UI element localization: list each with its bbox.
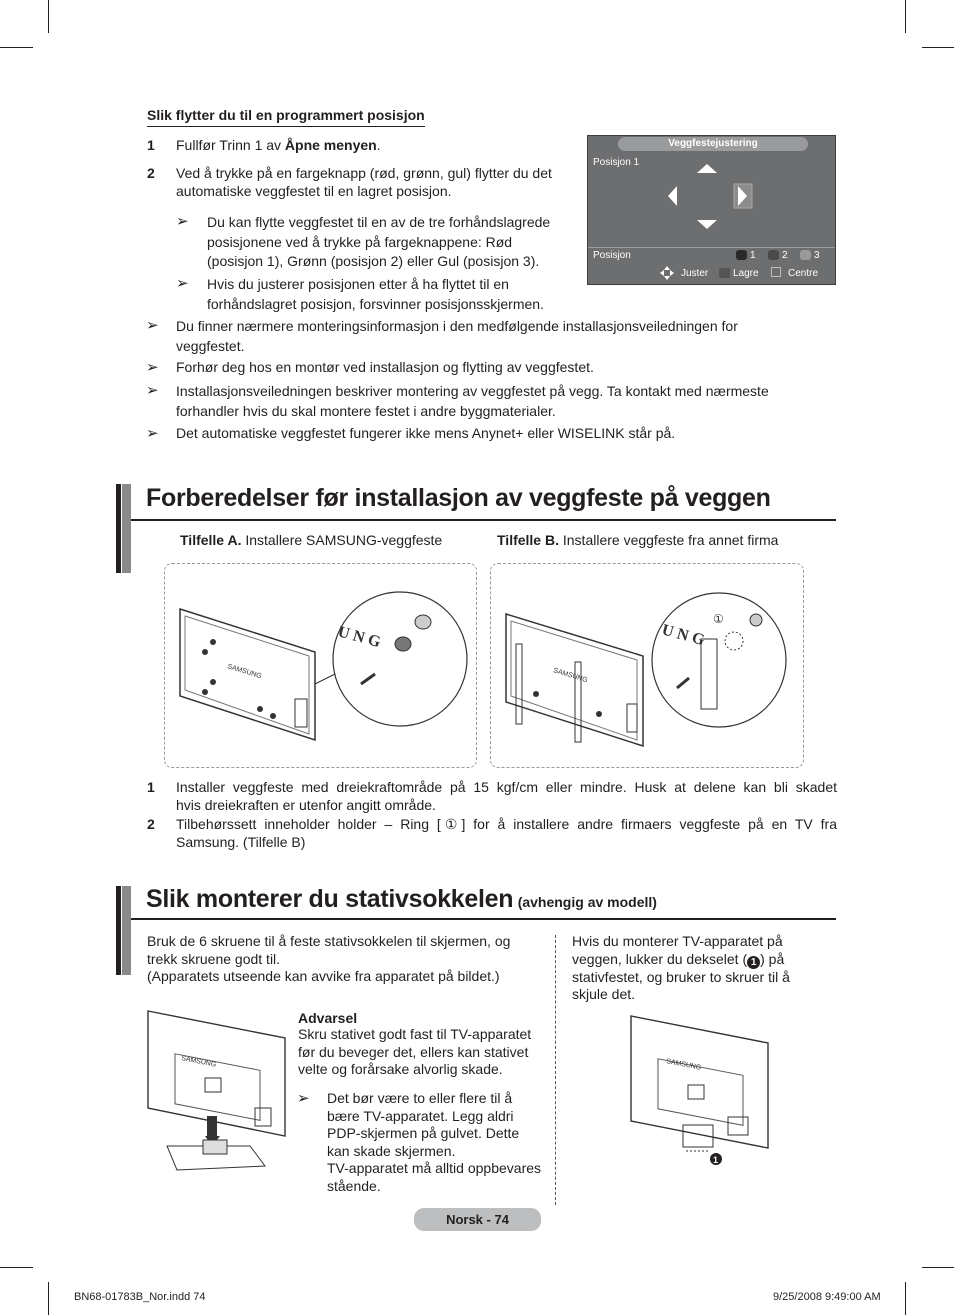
case-b-label: Tilfelle B. Installere veggfeste fra annet firma — [497, 532, 779, 548]
osd-position-label: Posisjon 1 — [593, 157, 640, 168]
cover-marker-icon: 1 — [747, 956, 760, 969]
return-icon — [771, 267, 781, 277]
item-number: 1 — [147, 779, 155, 795]
crop-mark — [0, 47, 33, 48]
section-bar — [122, 886, 131, 975]
crop-mark — [905, 0, 906, 33]
item-text: Tilbehørssett inneholder holder – Ring [①] for å installere andre firmaers veggfeste på en TV fra Samsung. (Tilfelle B) — [176, 816, 837, 850]
stand-illustration — [145, 1008, 295, 1173]
brand-label: SAMSUNG — [665, 1058, 702, 1072]
cover-marker: 1 — [713, 1155, 719, 1165]
osd-btn-1: 1 — [750, 250, 756, 261]
logo-text: U N G — [659, 621, 707, 650]
step-number: 1 — [147, 137, 155, 153]
note-text: Forhør deg hos en montør ved installasjon og flytting av veggfestet. — [176, 359, 594, 375]
item-text: Installer veggfeste med dreiekraftområde på 15 kgf/cm eller mindre. Husk at delene kan bli skadet hvis dreiekraften er utenfor angitt område. — [176, 779, 837, 813]
enter-icon — [719, 268, 730, 278]
green-button-icon[interactable] — [768, 250, 779, 260]
yellow-button-icon[interactable] — [800, 250, 811, 260]
tip-text: Det bør være to eller flere til å bære TV-apparatet. Legg aldri PDP-skjermen på gulvet. Dette kan skade skjermen. TV-apparatet må alltid oppbevares stående. — [327, 1090, 542, 1194]
crop-mark — [922, 47, 954, 48]
step-text: Ved å trykke på en fargeknapp (rød, grønn, gul) flytter du det automatiske veggfestet til en lagret posisjon. — [176, 165, 552, 199]
note-arrow-icon: ➢ — [297, 1090, 310, 1107]
section-bar — [122, 484, 131, 573]
red-button-icon[interactable] — [736, 250, 747, 260]
crop-mark — [922, 1267, 954, 1268]
warning-text: Skru stativet godt fast til TV-apparatet før du beveger det, ellers kan stativet velte og forårsake alvorlig skade. — [298, 1026, 532, 1077]
illustration-case-a — [164, 563, 477, 768]
osd-wall-mount-screen — [587, 135, 836, 285]
crop-mark — [905, 1282, 906, 1315]
note-arrow-icon: ➢ — [176, 275, 189, 292]
osd-adjust: Juster — [681, 268, 709, 279]
wall-mount-note: Hvis du monterer TV-apparatet på veggen, lukker du dekselet ( 1 ) på stativfestet, og bruker to skruer til å skjule det. — [572, 933, 790, 1002]
page-number-badge: Norsk - 74 — [414, 1208, 541, 1231]
brand-label: SAMSUNG — [226, 663, 263, 681]
footer-file: BN68-01783B_Nor.indd 74 — [74, 1291, 206, 1303]
stand-intro: Bruk de 6 skruene til å feste stativsokkelen til skjermen, og trekk skruene godt til. (Apparatets utseende kan avvike fra apparatet på bildet.) — [147, 933, 511, 984]
illustration-case-b — [490, 563, 804, 768]
note-text: Du kan flytte veggfestet til en av de tre forhåndslagrede posisjonene ved å trykke på fargeknappene: Rød (posisjon 1), Grønn (posisjon 2) eller Gul (posisjon 3). — [207, 214, 551, 269]
note-text: Installasjonsveiledningen beskriver montering av veggfestet på vegg. Ta kontakt med nærmeste forhandler hvis du skal montere festet i andre byggmaterialer. — [176, 383, 769, 419]
note-arrow-icon: ➢ — [146, 317, 159, 334]
note-arrow-icon: ➢ — [146, 382, 159, 399]
osd-center: Centre — [788, 268, 819, 279]
note-text: Du finner nærmere monteringsinformasjon i den medfølgende installasjonsveiledningen for veggfestet. — [176, 318, 738, 354]
footer-date: 9/25/2008 9:49:00 AM — [773, 1291, 881, 1303]
osd-save: Lagre — [733, 268, 759, 279]
section-heading: Slik monterer du stativsokkelen (avhengig av modell) — [146, 885, 657, 913]
note-text: Det automatiske veggfestet fungerer ikke mens Anynet+ eller WISELINK står på. — [176, 425, 676, 441]
section-rule — [131, 918, 836, 920]
warning-title: Advarsel — [298, 1010, 358, 1026]
section-heading: Forberedelser før installasjon av veggfeste på veggen — [146, 484, 771, 512]
note-arrow-icon: ➢ — [146, 359, 159, 376]
ring-marker: ① — [713, 612, 724, 626]
note-arrow-icon: ➢ — [176, 213, 189, 230]
osd-btn-2: 2 — [782, 250, 788, 261]
step-number: 2 — [147, 165, 155, 181]
logo-text: U N G — [335, 623, 383, 652]
case-a-label: Tilfelle A. Installere SAMSUNG-veggfeste — [180, 532, 443, 548]
wall-mount-illustration — [628, 1013, 778, 1173]
section-rule — [131, 519, 836, 521]
section-bar — [116, 484, 121, 573]
brand-label: SAMSUNG — [552, 667, 589, 685]
up-arrow-icon — [697, 164, 717, 173]
move-icon — [660, 266, 674, 280]
crop-mark — [48, 0, 49, 33]
down-arrow-icon — [697, 220, 717, 229]
column-divider — [555, 935, 556, 1205]
left-arrow-icon — [668, 186, 677, 206]
brand-label: SAMSUNG — [180, 1055, 217, 1069]
osd-bottom-label: Posisjon — [593, 250, 631, 261]
crop-mark — [0, 1267, 33, 1268]
note-text: Hvis du justerer posisjonen etter å ha flyttet til en forhåndslagret posisjon, forsvinner posisjonsskjermen. — [207, 276, 544, 312]
osd-direction-pad — [658, 160, 758, 235]
item-number: 2 — [147, 816, 155, 832]
subsection-title: Slik flytter du til en programmert posisjon — [147, 106, 425, 127]
crop-mark — [48, 1282, 49, 1315]
note-arrow-icon: ➢ — [146, 425, 159, 442]
step-text: Fullfør Trinn 1 av Åpne menyen. — [176, 137, 381, 153]
osd-title: Veggfestejustering — [618, 137, 808, 151]
section-bar — [116, 886, 121, 975]
osd-btn-3: 3 — [814, 250, 820, 261]
